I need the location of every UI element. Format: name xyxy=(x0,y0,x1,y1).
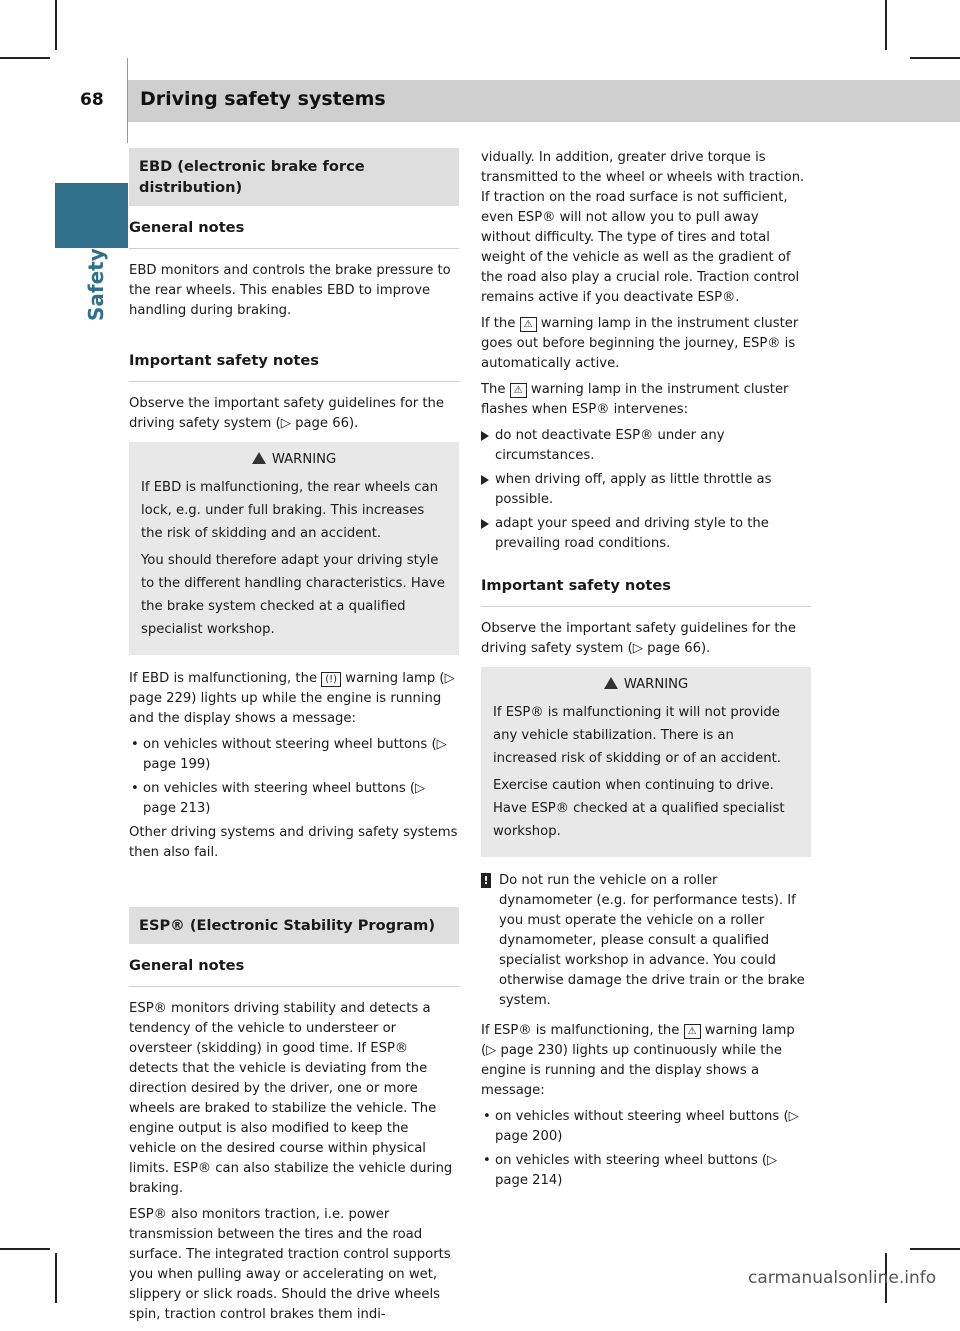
action-item: adapt your speed and driving style to the prevailing road conditions. xyxy=(481,514,811,554)
watermark: carmanualsonline.info xyxy=(748,1268,937,1288)
arrow-icon xyxy=(481,519,489,529)
esp-warning-lamp-icon: ⚠ xyxy=(510,383,527,398)
brake-warning-lamp-icon: (!) xyxy=(321,672,341,687)
crop-mark xyxy=(910,1248,960,1250)
subheading-safety-notes: Important safety notes xyxy=(481,576,811,607)
action-item: do not deactivate ESP® under any circumstances. xyxy=(481,426,811,466)
arrow-icon xyxy=(481,475,489,485)
paragraph: vidually. In addition, greater drive torque is transmitted to the wheel or wheels with traction. If traction on the road surface is not sufficient, even ESP® will not allow you to pull away without difficulty. The type of tires and total weight of the vehicle as well as the gradient of the road also play a crucial role. Traction control remains active if you deactivate ESP®. xyxy=(481,150,805,305)
arrow-icon xyxy=(481,431,489,441)
section-heading-ebd: EBD (electronic brake force distribution) xyxy=(129,148,459,206)
list-item: • on vehicles without steering wheel buttons (▷ page 200) xyxy=(483,1109,799,1144)
paragraph: Observe the important safety guidelines for the driving safety system (▷ page 66). xyxy=(481,621,797,656)
crop-mark xyxy=(0,57,50,59)
page-number: 68 xyxy=(80,90,104,110)
right-column xyxy=(481,148,811,1195)
warning-box xyxy=(129,442,459,655)
crop-mark xyxy=(55,1253,57,1303)
paragraph: If ESP® is malfunctioning, the ⚠ warning lamp (▷ page 230) lights up continuously while the engine is running and the display shows a message: xyxy=(481,1023,795,1098)
section-heading-esp: ESP® (Electronic Stability Program) xyxy=(129,907,459,944)
side-tab-label: Safety xyxy=(84,248,108,321)
paragraph: Observe the important safety guidelines for the driving safety system (▷ page 66). xyxy=(129,396,445,431)
warning-triangle-icon xyxy=(604,677,618,689)
subheading-general-notes: General notes xyxy=(129,218,459,249)
subheading-general-notes: General notes xyxy=(129,956,459,987)
warning-box xyxy=(481,667,811,857)
caution-note: ! Do not run the vehicle on a roller dynamometer (e.g. for performance tests). If you must operate the vehicle on a roller dynamometer, please consult a qualified specialist workshop in advance. You could otherwise damage the drive train or the brake system. xyxy=(481,871,811,1011)
page-title: Driving safety systems xyxy=(140,88,386,110)
warning-text: You should therefore adapt your driving style to the different handling characteristics. Have the brake system checked at a qualified specialist workshop. xyxy=(141,553,445,637)
esp-warning-lamp-icon: ⚠ xyxy=(684,1024,701,1039)
left-column xyxy=(129,148,459,1331)
paragraph: If the ⚠ warning lamp in the instrument cluster goes out before beginning the journey, ESP® is automatically active. xyxy=(481,316,799,371)
warning-title: WARNING xyxy=(493,675,799,695)
paragraph: If EBD is malfunctioning, the (!) warning lamp (▷ page 229) lights up while the engine is running and the display shows a message: xyxy=(129,671,455,726)
list-item: • on vehicles with steering wheel buttons (▷ page 214) xyxy=(483,1153,778,1188)
crop-mark xyxy=(885,0,887,50)
crop-mark xyxy=(910,57,960,59)
exclamation-icon: ! xyxy=(481,873,491,888)
paragraph: The ⚠ warning lamp in the instrument cluster flashes when ESP® intervenes: xyxy=(481,382,789,417)
warning-title: WARNING xyxy=(141,450,447,470)
list-item: • on vehicles without steering wheel buttons (▷ page 199) xyxy=(131,737,447,772)
warning-triangle-icon xyxy=(252,452,266,464)
paragraph: EBD monitors and controls the brake pressure to the rear wheels. This enables EBD to improve handling during braking. xyxy=(129,263,451,318)
side-tab xyxy=(55,183,128,248)
crop-mark xyxy=(0,1248,50,1250)
paragraph: ESP® also monitors traction, i.e. power transmission between the tires and the road surface. The integrated traction control supports you when pulling away or accelerating on wet, slippery or slick roads. Should the drive wheels spin, traction control brakes them indi- xyxy=(129,1207,451,1322)
crop-mark xyxy=(55,0,57,50)
paragraph: Other driving systems and driving safety systems then also fail. xyxy=(129,825,458,860)
list-item: • on vehicles with steering wheel buttons (▷ page 213) xyxy=(131,781,426,816)
esp-warning-lamp-icon: ⚠ xyxy=(520,317,537,332)
warning-text: If ESP® is malfunctioning it will not provide any vehicle stabilization. There is an increased risk of skidding or of an accident. xyxy=(493,705,781,766)
paragraph: ESP® monitors driving stability and detects a tendency of the vehicle to understeer or oversteer (skidding) in good time. If ESP® detects that the vehicle is deviating from the direction desired by the driver, one or more wheels are braked to stabilize the vehicle. The engine output is also modified to keep the vehicle on the desired course within physical limits. ESP® can also stabilize the vehicle during braking. xyxy=(129,1001,453,1196)
action-item: when driving off, apply as little throttle as possible. xyxy=(481,470,811,510)
subheading-safety-notes: Important safety notes xyxy=(129,351,459,382)
warning-text: If EBD is malfunctioning, the rear wheels can lock, e.g. under full braking. This increases the risk of skidding and an accident. xyxy=(141,480,438,541)
warning-text: Exercise caution when continuing to drive. Have ESP® checked at a qualified specialist workshop. xyxy=(493,778,785,839)
